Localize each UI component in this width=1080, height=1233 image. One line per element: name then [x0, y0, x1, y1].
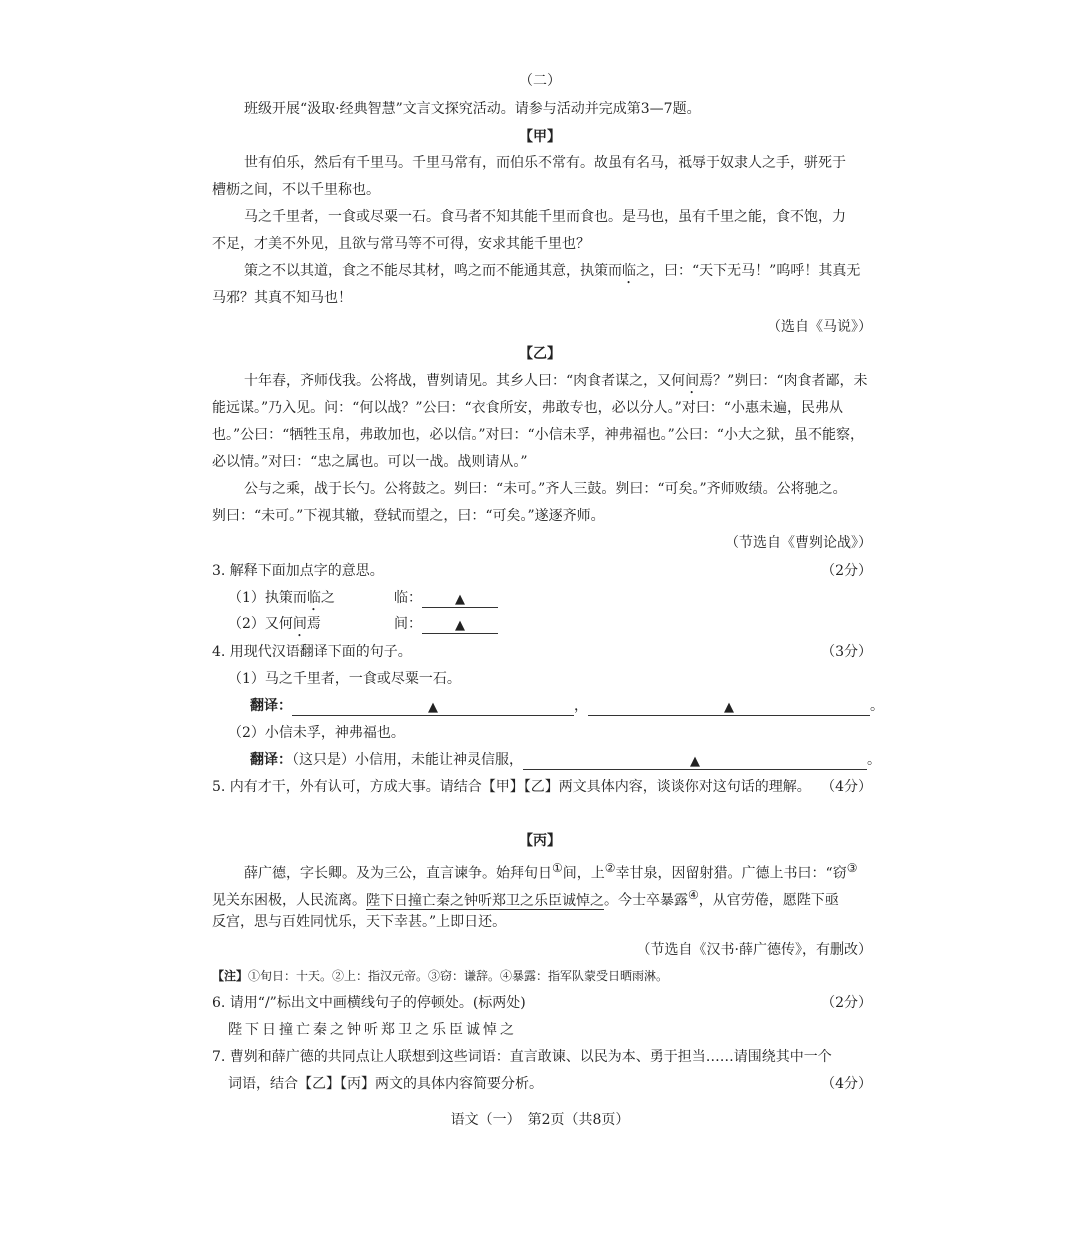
jia-p1-line2: 槽枥之间，不以千里称也。 [212, 182, 380, 198]
answer-blank[interactable] [523, 751, 867, 770]
bing-line1: 薛广德，字长卿。及为三公，直言谏争。始拜旬日①间，上②幸甘泉，因留射猎。广德上书曰：“窃③ [244, 861, 858, 882]
q4-item-2: （2）小信未孚，神弗福也。 [228, 725, 405, 741]
q3-answer-1: 临： ▲ [394, 588, 498, 608]
question-4-points: （3分） [821, 644, 872, 660]
jia-p1-line1: 世有伯乐，然后有千里马。千里马常有，而伯乐不常有。故虽有名马，祗辱于奴隶人之手，骈死于 [244, 155, 846, 171]
emphasis-char-jian: 间 [685, 373, 700, 389]
yi-p2-line2: 刿曰：“未可。”下视其辙，登轼而望之，曰：“可矣。”遂逐齐师。 [212, 508, 605, 524]
passage-jia-title: 【甲】 [519, 129, 561, 145]
jia-p3-line1: 策之不以其道，食之不能尽其材，鸣之而不能通其意，执策而临之，曰：“天下无马！”呜呼！其真无 [244, 263, 861, 279]
answer-blank[interactable] [292, 697, 574, 716]
jia-p2-line2: 不足，才美不外见，且欲与常马等不可得，安求其能千里也？ [212, 236, 590, 252]
question-5-stem: 5. 内有才干，外有认可，方成大事。请结合【甲】【乙】两文具体内容，谈谈你对这句话的理解。 [212, 779, 811, 795]
passage-bing-title: 【丙】 [519, 833, 561, 849]
triangle-marker-icon: ▲ [690, 754, 700, 769]
yi-p1-line1: 十年春，齐师伐我。公将战，曹刿请见。其乡人曰：“肉食者谋之，又何间焉？”刿曰：“肉食者鄙，未 [244, 373, 868, 389]
bing-line2: 见关东困极，人民流离。陛下日撞亡秦之钟听郑卫之乐臣诚悼之。今士卒暴露④，从官劳倦，愿陛下亟 [212, 888, 839, 909]
passage-yi-title: 【乙】 [519, 346, 561, 362]
yi-p1-line4: 必以情。”对曰：“忠之属也。可以一战。战则请从。” [212, 454, 528, 470]
question-4-stem: 4. 用现代汉语翻译下面的句子。 [212, 644, 412, 660]
answer-blank[interactable] [422, 615, 498, 634]
jia-source: （选自《马说》） [767, 319, 872, 335]
question-6-points: （2分） [821, 995, 872, 1011]
q3-item-2: （2）又何间焉 [228, 616, 321, 632]
bing-footnote: 【注】①旬日：十天。②上：指汉元帝。③窃：谦辞。④暴露：指军队蒙受日晒雨淋。 [212, 969, 669, 983]
jia-p2-line1: 马之千里者，一食或尽粟一石。食马者不知其能千里而食也。是马也，虽有千里之能，食不饱，力 [244, 209, 846, 225]
question-7-points: （4分） [821, 1076, 872, 1092]
q4-item-1: （1）马之千里者，一食或尽粟一石。 [228, 671, 461, 687]
triangle-marker-icon: ▲ [428, 700, 438, 715]
bing-source: （节选自《汉书·薛广德传》，有删改） [636, 942, 872, 958]
q6-sentence[interactable]: 陛下日撞亡秦之钟听郑卫之乐臣诚悼之 [228, 1022, 517, 1038]
question-3-points: （2分） [821, 563, 872, 579]
question-7-stem-line2: 词语，结合【乙】【丙】两文的具体内容简要分析。 [228, 1076, 543, 1092]
bing-line3: 反宫，思与百姓同忧乐，天下幸甚。”上即日还。 [212, 914, 507, 930]
page-footer: 语文（一） 第2页（共8页） [450, 1112, 630, 1128]
q3-answer-2: 间： ▲ [394, 614, 498, 634]
question-7-stem-line1: 7. 曹刿和薛广德的共同点让人联想到这些词语：直言敢谏、以民为本、勇于担当……请围绕其中一个 [212, 1049, 832, 1065]
yi-p1-line2: 能远谋。”乃入见。问：“何以战？”公曰：“衣食所安，弗敢专也，必以分人。”对曰：“小惠未遍，民弗从 [212, 400, 843, 416]
section-title: （二） [519, 73, 561, 89]
underlined-sentence: 陛下日撞亡秦之钟听郑卫之乐臣诚悼之 [366, 892, 604, 909]
question-5-points: （4分） [821, 779, 872, 795]
q4-translation-2: 翻译：（这只是）小信用，未能让神灵信服， ▲ 。 [250, 752, 881, 769]
q4-translation-1: 翻译： ▲ ， ▲ 。 [250, 698, 884, 715]
answer-blank[interactable] [422, 589, 498, 608]
yi-p2-line1: 公与之乘，战于长勺。公将鼓之。刿曰：“未可。”齐人三鼓。刿曰：“可矣。”齐师败绩。公将驰之。 [244, 481, 847, 497]
yi-source: （节选自《曹刿论战》） [725, 535, 872, 551]
answer-blank[interactable] [588, 697, 870, 716]
triangle-marker-icon: ▲ [455, 618, 465, 633]
intro-text: 班级开展“汲取·经典智慧”文言文探究活动。请参与活动并完成第3—7题。 [244, 101, 701, 117]
emphasis-char-lin: 临 [622, 263, 636, 279]
question-3-stem: 3. 解释下面加点字的意思。 [212, 563, 384, 579]
question-6-stem: 6. 请用“/”标出文中画横线句子的停顿处。(标两处) [212, 995, 526, 1011]
yi-p1-line3: 也。”公曰：“牺牲玉帛，弗敢加也，必以信。”对曰：“小信未孚，神弗福也。”公曰：“小大之狱，虽不能察， [212, 427, 864, 443]
jia-p3-line2: 马邪？其真不知马也！ [212, 290, 352, 306]
triangle-marker-icon: ▲ [455, 592, 465, 607]
triangle-marker-icon: ▲ [724, 700, 734, 715]
q3-item-1: （1）执策而临之 [228, 590, 335, 606]
